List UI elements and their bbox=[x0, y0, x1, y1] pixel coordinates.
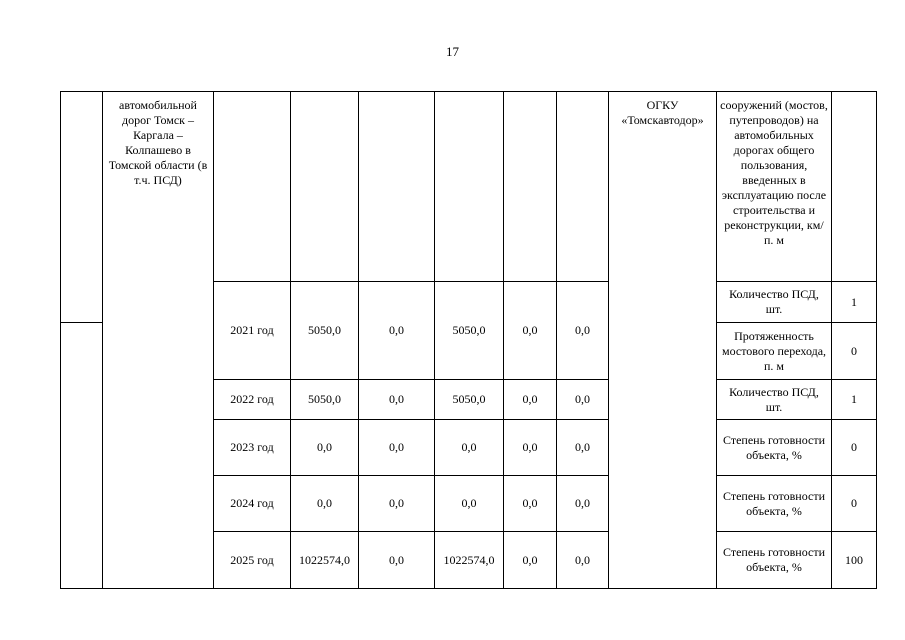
amount-cell: 0,0 bbox=[435, 476, 504, 532]
amount-cell: 5050,0 bbox=[291, 282, 359, 380]
amount-cell: 1022574,0 bbox=[435, 532, 504, 589]
indicator-value-cell: 0 bbox=[832, 420, 877, 476]
amount-cell: 0,0 bbox=[359, 420, 435, 476]
year-cell bbox=[214, 92, 291, 282]
amount-cell: 1022574,0 bbox=[291, 532, 359, 589]
indicator-value-cell: 0 bbox=[832, 323, 877, 380]
amount-cell bbox=[291, 92, 359, 282]
indicator-name-cell: Количество ПСД, шт. bbox=[717, 380, 832, 420]
indicator-value-cell: 1 bbox=[832, 282, 877, 323]
amount-cell: 5050,0 bbox=[435, 282, 504, 380]
page-number: 17 bbox=[446, 44, 459, 59]
year-cell: 2023 год bbox=[214, 420, 291, 476]
amount-cell: 0,0 bbox=[557, 420, 609, 476]
indicator-value-cell: 100 bbox=[832, 532, 877, 589]
year-cell: 2024 год bbox=[214, 476, 291, 532]
amount-cell: 0,0 bbox=[557, 476, 609, 532]
executor-cell: ОГКУ «Томскавтодор» bbox=[609, 92, 717, 589]
indicator-name-cell: Протяженность мостового перехода, п. м bbox=[717, 323, 832, 380]
amount-cell: 0,0 bbox=[504, 420, 557, 476]
event-name-cell: автомобильной дорог Томск – Каргала – Колпашево в Томской области (в т.ч. ПСД) bbox=[103, 92, 214, 589]
amount-cell: 0,0 bbox=[557, 532, 609, 589]
amount-cell: 0,0 bbox=[557, 380, 609, 420]
amount-cell: 0,0 bbox=[291, 476, 359, 532]
amount-cell bbox=[435, 92, 504, 282]
indicator-name-cell: Степень готовности объекта, % bbox=[717, 532, 832, 589]
year-cell: 2022 год bbox=[214, 380, 291, 420]
amount-cell: 0,0 bbox=[359, 532, 435, 589]
indicator-value-cell: 1 bbox=[832, 380, 877, 420]
amount-cell: 0,0 bbox=[359, 380, 435, 420]
amount-cell: 0,0 bbox=[504, 380, 557, 420]
table-row bbox=[61, 92, 877, 282]
number-cell bbox=[61, 323, 103, 589]
amount-cell: 0,0 bbox=[557, 282, 609, 380]
indicator-name-cell: Степень готовности объекта, % bbox=[717, 476, 832, 532]
amount-cell: 0,0 bbox=[504, 532, 557, 589]
amount-cell: 0,0 bbox=[359, 282, 435, 380]
amount-cell bbox=[557, 92, 609, 282]
indicator-name-cell: сооружений (мостов, путепроводов) на автомобильных дорогах общего пользования, введенных в эксплуатацию после строительства и реконструкции, км/п. м bbox=[717, 92, 832, 282]
amount-cell bbox=[504, 92, 557, 282]
amount-cell: 0,0 bbox=[504, 476, 557, 532]
amount-cell: 0,0 bbox=[291, 420, 359, 476]
amount-cell: 0,0 bbox=[435, 420, 504, 476]
indicator-name-cell: Степень готовности объекта, % bbox=[717, 420, 832, 476]
amount-cell: 0,0 bbox=[504, 282, 557, 380]
indicator-value-cell bbox=[832, 92, 877, 282]
amount-cell: 0,0 bbox=[359, 476, 435, 532]
year-cell: 2021 год bbox=[214, 282, 291, 380]
year-cell: 2025 год bbox=[214, 532, 291, 589]
indicator-name-cell: Количество ПСД, шт. bbox=[717, 282, 832, 323]
amount-cell: 5050,0 bbox=[291, 380, 359, 420]
amount-cell: 5050,0 bbox=[435, 380, 504, 420]
program-table bbox=[60, 91, 877, 589]
indicator-value-cell: 0 bbox=[832, 476, 877, 532]
amount-cell bbox=[359, 92, 435, 282]
number-cell bbox=[61, 92, 103, 323]
